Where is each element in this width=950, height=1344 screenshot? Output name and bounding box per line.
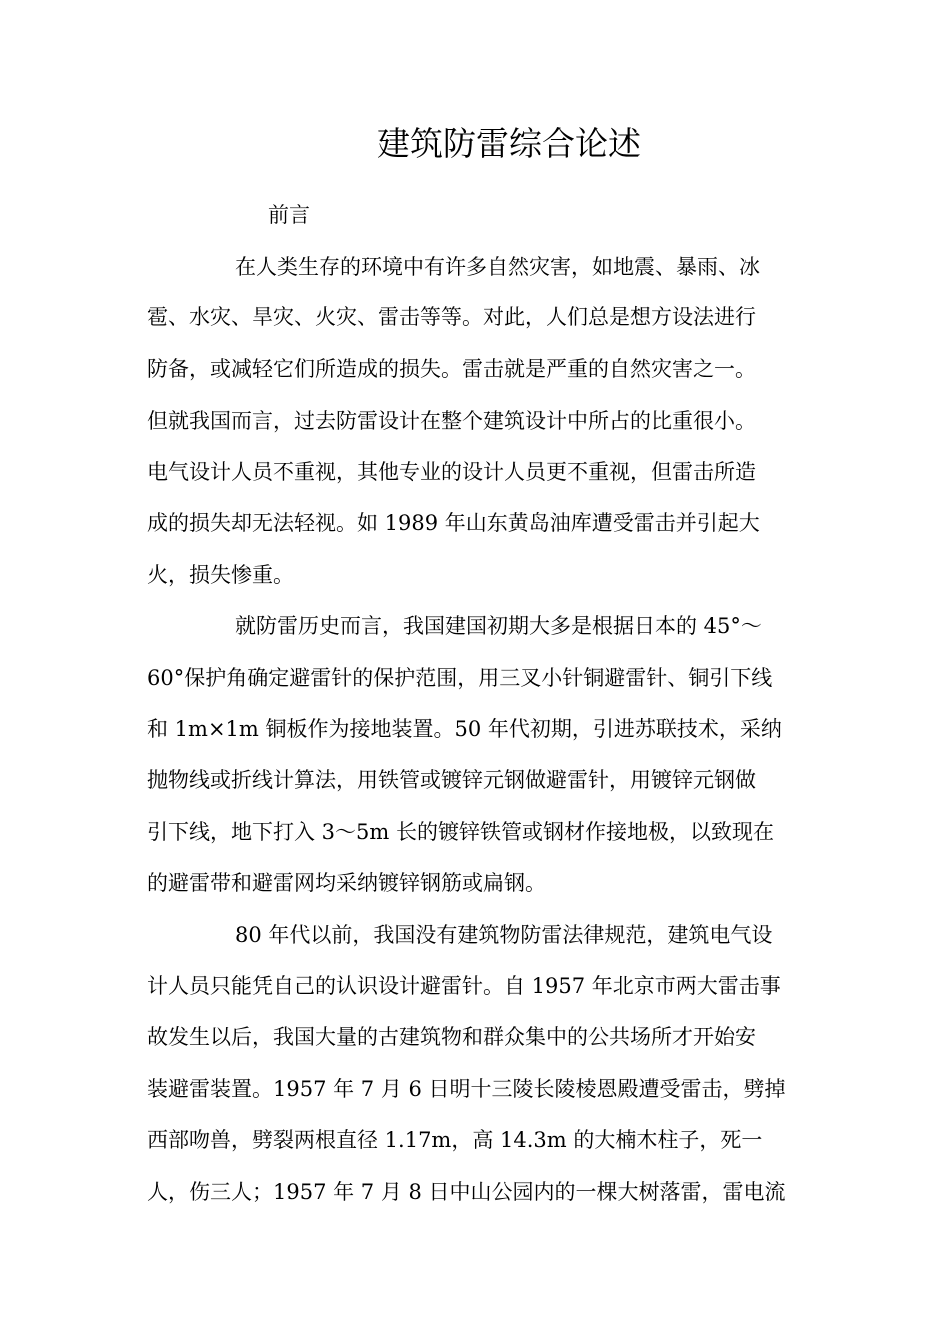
paragraph-line: 抛物线或折线计算法，用铁管或镀锌元钢做避雷针，用镀锌元钢做 — [147, 768, 756, 792]
paragraph-line: 成的损失却无法轻视。如 1989 年山东黄岛油库遭受雷击并引起大 — [147, 511, 760, 535]
paragraph-line: 80 年代以前，我国没有建筑物防雷法律规范，建筑电气设 — [235, 923, 773, 947]
paragraph-line: 人，伤三人；1957 年 7 月 8 日中山公园内的一棵大树落雷，雷电流 — [147, 1180, 786, 1204]
paragraph-line: 就防雷历史而言，我国建国初期大多是根据日本的 45°～ — [235, 614, 762, 638]
paragraph-line: 装避雷装置。1957 年 7 月 6 日明十三陵长陵棱恩殿遭受雷击，劈掉 — [147, 1077, 786, 1101]
document-title: 建筑防雷综合论述 — [377, 124, 641, 163]
paragraph-line: 雹、水灾、旱灾、火灾、雷击等等。对此，人们总是想方设法进行 — [147, 305, 756, 329]
paragraph-line: 但就我国而言，过去防雷设计在整个建筑设计中所占的比重很小。 — [147, 409, 756, 433]
paragraph-line: 和 1m×1m 铜板作为接地装置。50 年代初期，引进苏联技术，采纳 — [147, 717, 782, 741]
paragraph-line: 西部吻兽，劈裂两根直径 1.17m，高 14.3m 的大楠木柱子，死一 — [147, 1128, 763, 1152]
paragraph-line: 计人员只能凭自己的认识设计避雷针。自 1957 年北京市两大雷击事 — [147, 974, 781, 998]
paragraph-line: 60°保护角确定避雷针的保护范围，用三叉小针铜避雷针、铜引下线 — [147, 666, 773, 690]
paragraph-line: 电气设计人员不重视，其他专业的设计人员更不重视，但雷击所造 — [147, 460, 756, 484]
paragraph-line: 的避雷带和避雷网均采纳镀锌钢筋或扁钢。 — [147, 871, 546, 895]
paragraph-line: 防备，或减轻它们所造成的损失。雷击就是严重的自然灾害之一。 — [147, 357, 756, 381]
paragraph-line: 在人类生存的环境中有许多自然灾害，如地震、暴雨、冰 — [235, 255, 760, 279]
paragraph-line: 引下线，地下打入 3～5m 长的镀锌铁管或钢材作接地极，以致现在 — [147, 820, 774, 844]
paragraph-line: 火，损失惨重。 — [147, 563, 294, 587]
paragraph-line: 故发生以后，我国大量的古建筑物和群众集中的公共场所才开始安 — [147, 1025, 756, 1049]
section-heading: 前言 — [268, 203, 310, 227]
